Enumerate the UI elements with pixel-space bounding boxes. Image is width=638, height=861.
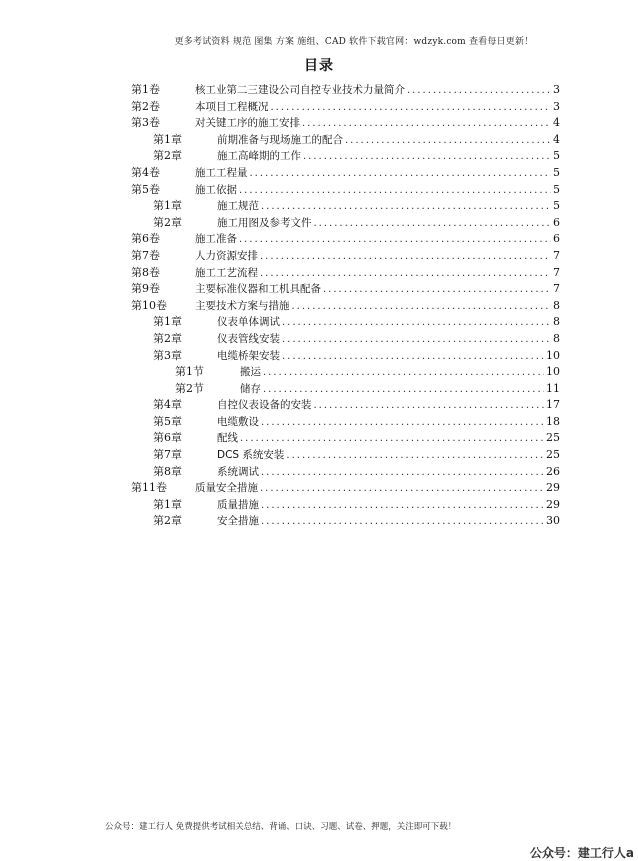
toc-entry-label: 储存	[240, 382, 261, 395]
toc-dot-leader	[314, 216, 552, 233]
toc-dot-leader	[261, 498, 544, 515]
toc-entry[interactable]	[131, 381, 560, 398]
toc-entry-body	[217, 430, 560, 448]
toc-entry-body	[195, 480, 560, 498]
toc-entry-number: 第4章	[153, 398, 182, 412]
toc-entry-body	[195, 265, 560, 283]
toc-dot-leader	[239, 183, 551, 200]
toc-entry-page: 6	[553, 232, 560, 246]
toc-entry[interactable]	[131, 115, 560, 132]
toc-entry[interactable]	[131, 165, 560, 182]
toc-entry[interactable]	[131, 265, 560, 282]
toc-dot-leader	[292, 299, 552, 316]
toc-entry-page: 4	[553, 116, 560, 130]
toc-entry-page: 3	[553, 83, 560, 96]
toc-entry-number: 第1章	[153, 199, 182, 213]
toc-dot-leader	[314, 398, 545, 415]
toc-dot-leader	[261, 415, 544, 432]
toc-entry-page: 4	[553, 132, 560, 146]
toc-entry-page: 25	[546, 448, 560, 462]
toc-entry-number: 第2卷	[131, 99, 160, 113]
toc-entry-page: 10	[546, 365, 560, 379]
toc-entry[interactable]	[131, 497, 560, 514]
toc-dot-leader	[282, 332, 551, 349]
toc-entry-body	[195, 281, 560, 299]
toc-entry-label: 人力资源安排	[195, 249, 258, 262]
toc-entry-label: 安全措施	[217, 515, 259, 528]
toc-entry-label: 质量安全措施	[195, 482, 258, 495]
toc-entry[interactable]	[131, 148, 560, 165]
toc-entry[interactable]	[131, 414, 560, 431]
toc-entry[interactable]	[131, 314, 560, 331]
toc-entry-label: 配线	[217, 432, 238, 445]
toc-entry-label: 主要技术方案与措施	[195, 299, 290, 312]
toc-entry-page: 3	[553, 99, 560, 113]
toc-dot-leader	[260, 266, 551, 283]
toc-entry-number: 第10卷	[131, 298, 167, 312]
toc-dot-leader	[239, 232, 551, 249]
toc-entry-page: 29	[546, 481, 560, 495]
toc-entry[interactable]	[131, 82, 560, 99]
toc-dot-leader	[263, 382, 544, 399]
toc-dot-leader	[250, 166, 552, 183]
toc-entry-label: 施工规范	[217, 200, 259, 213]
toc-entry[interactable]	[131, 480, 560, 497]
toc-entry-body	[217, 314, 560, 332]
toc-entry-number: 第1卷	[131, 83, 160, 96]
toc-dot-leader	[271, 100, 552, 117]
toc-entry-body	[217, 331, 560, 349]
toc-entry-page: 5	[553, 199, 560, 213]
toc-entry[interactable]	[131, 513, 560, 530]
toc-dot-leader	[260, 481, 544, 498]
toc-entry-page: 7	[553, 248, 560, 262]
toc-entry-body	[217, 397, 560, 415]
toc-entry-label: 主要标准仪器和工机具配备	[195, 283, 321, 296]
toc-entry-number: 第2章	[153, 331, 182, 345]
footer-note: 公众号：建工行人 免费提供考试相关总结、背诵、口诀、习题、试卷、押题，关注即可下载！	[105, 822, 457, 832]
toc-entry-body	[195, 99, 560, 117]
toc-entry-page: 7	[553, 265, 560, 279]
toc-entry[interactable]	[131, 182, 560, 199]
toc-entry-page: 8	[553, 331, 560, 345]
toc-entry-number: 第9卷	[131, 282, 160, 296]
table-of-contents	[131, 82, 560, 530]
toc-entry-number: 第4卷	[131, 165, 160, 179]
toc-entry-body	[217, 148, 560, 166]
toc-entry-number: 第11卷	[131, 481, 167, 495]
toc-dot-leader	[263, 365, 544, 382]
toc-dot-leader	[323, 282, 551, 299]
toc-entry-body	[217, 348, 560, 366]
toc-entry[interactable]	[131, 281, 560, 298]
toc-entry-label: 核工业第二三建设公司自控专业技术力量简介	[195, 84, 405, 96]
toc-dot-leader	[345, 133, 551, 150]
toc-entry-page: 5	[553, 149, 560, 163]
toc-entry-label: 仪表单体调试	[217, 316, 280, 329]
toc-dot-leader	[282, 315, 551, 332]
header-note-text: 更多考试资料 规范 图集 方案 施组、CAD 软件下载官网：wdzyk.com 查看每日更新！	[174, 37, 534, 47]
toc-entry-page: 30	[546, 514, 560, 528]
toc-entry-label: DCS 系统安装	[217, 449, 285, 462]
toc-entry[interactable]	[131, 364, 560, 381]
toc-entry-body	[217, 215, 560, 233]
toc-entry-body	[217, 447, 560, 465]
watermark: 公众号：建工行人a	[529, 846, 634, 860]
toc-entry[interactable]	[131, 430, 560, 447]
toc-entry-body	[240, 381, 560, 399]
toc-entry-number: 第3卷	[131, 116, 160, 130]
toc-entry-label: 施工依据	[195, 183, 237, 196]
toc-entry-number: 第6章	[153, 431, 182, 445]
toc-entry-page: 6	[553, 215, 560, 229]
toc-entry-body	[195, 182, 560, 200]
toc-entry-number: 第2节	[175, 381, 204, 395]
toc-entry-number: 第8卷	[131, 265, 160, 279]
header-note	[0, 34, 638, 47]
toc-entry[interactable]	[131, 331, 560, 348]
toc-entry-page: 5	[553, 182, 560, 196]
toc-entry-label: 电缆桥架安装	[217, 349, 280, 362]
toc-entry-label: 前期准备与现场施工的配合	[217, 133, 343, 146]
toc-dot-leader	[261, 199, 551, 216]
toc-entry-number: 第2章	[153, 149, 182, 163]
toc-entry-label: 搬运	[240, 366, 261, 379]
toc-entry-number: 第7章	[153, 448, 182, 462]
toc-dot-leader	[260, 249, 551, 266]
toc-entry-number: 第3章	[153, 348, 182, 362]
toc-entry[interactable]	[131, 99, 560, 116]
toc-entry-body	[217, 497, 560, 515]
toc-entry[interactable]	[131, 348, 560, 365]
toc-entry[interactable]	[131, 198, 560, 215]
toc-entry-label: 自控仪表设备的安装	[217, 399, 312, 412]
toc-entry-number: 第2章	[153, 215, 182, 229]
toc-entry-page: 10	[546, 348, 560, 362]
toc-entry-page: 26	[546, 464, 560, 478]
toc-dot-leader	[240, 431, 544, 448]
toc-entry-body	[195, 248, 560, 266]
toc-entry-number: 第1节	[175, 365, 204, 379]
toc-dot-leader	[286, 448, 544, 465]
toc-entry-label: 施工高峰期的工作	[217, 150, 301, 163]
toc-dot-leader	[302, 116, 551, 133]
toc-entry-number: 第7卷	[131, 248, 160, 262]
toc-dot-leader	[407, 83, 551, 100]
toc-entry-label: 对关键工序的施工安排	[195, 117, 300, 130]
toc-entry-number: 第5卷	[131, 182, 160, 196]
toc-dot-leader	[303, 149, 551, 166]
toc-entry-body	[217, 464, 560, 482]
toc-entry-page: 25	[546, 431, 560, 445]
toc-entry-label: 本项目工程概况	[195, 100, 269, 113]
toc-entry-page: 5	[553, 165, 560, 179]
toc-entry-page: 8	[553, 298, 560, 312]
toc-entry-page: 7	[553, 282, 560, 296]
toc-entry-page: 11	[546, 381, 560, 395]
toc-entry[interactable]	[131, 215, 560, 232]
toc-entry-label: 施工准备	[195, 233, 237, 246]
toc-dot-leader	[282, 349, 544, 366]
toc-entry-body	[217, 513, 560, 531]
toc-entry-body	[195, 82, 560, 100]
toc-entry-body	[195, 298, 560, 316]
toc-entry-page: 17	[546, 398, 560, 412]
toc-entry-number: 第1章	[153, 497, 182, 511]
toc-entry-number: 第2章	[153, 514, 182, 528]
toc-entry-body	[195, 165, 560, 183]
toc-entry-body	[240, 364, 560, 382]
toc-entry-label: 质量措施	[217, 498, 259, 511]
toc-entry-label: 系统调试	[217, 465, 259, 478]
toc-entry-label: 施工工艺流程	[195, 266, 258, 279]
toc-entry[interactable]	[131, 248, 560, 265]
toc-entry[interactable]	[131, 464, 560, 481]
toc-entry-body	[217, 198, 560, 216]
toc-entry-number: 第1章	[153, 315, 182, 329]
toc-entry-page: 29	[546, 497, 560, 511]
toc-entry-number: 第5章	[153, 414, 182, 428]
toc-entry-body	[217, 414, 560, 432]
toc-entry-label: 电缆敷设	[217, 415, 259, 428]
toc-entry-body	[217, 132, 560, 150]
toc-entry[interactable]	[131, 397, 560, 414]
toc-entry[interactable]	[131, 447, 560, 464]
toc-entry-page: 18	[546, 414, 560, 428]
toc-dot-leader	[261, 465, 544, 482]
toc-dot-leader	[261, 514, 544, 531]
toc-entry-label: 施工用图及参考文件	[217, 216, 312, 229]
toc-entry-number: 第8章	[153, 464, 182, 478]
toc-title: 目录	[304, 58, 334, 74]
toc-entry-body	[195, 231, 560, 249]
toc-entry[interactable]	[131, 132, 560, 149]
toc-entry-page: 8	[553, 315, 560, 329]
toc-entry[interactable]	[131, 298, 560, 315]
toc-entry-number: 第1章	[153, 132, 182, 146]
toc-entry-number: 第6卷	[131, 232, 160, 246]
toc-entry[interactable]	[131, 231, 560, 248]
toc-entry-label: 施工工程量	[195, 166, 248, 179]
toc-entry-body	[195, 115, 560, 133]
toc-entry-label: 仪表管线安装	[217, 332, 280, 345]
